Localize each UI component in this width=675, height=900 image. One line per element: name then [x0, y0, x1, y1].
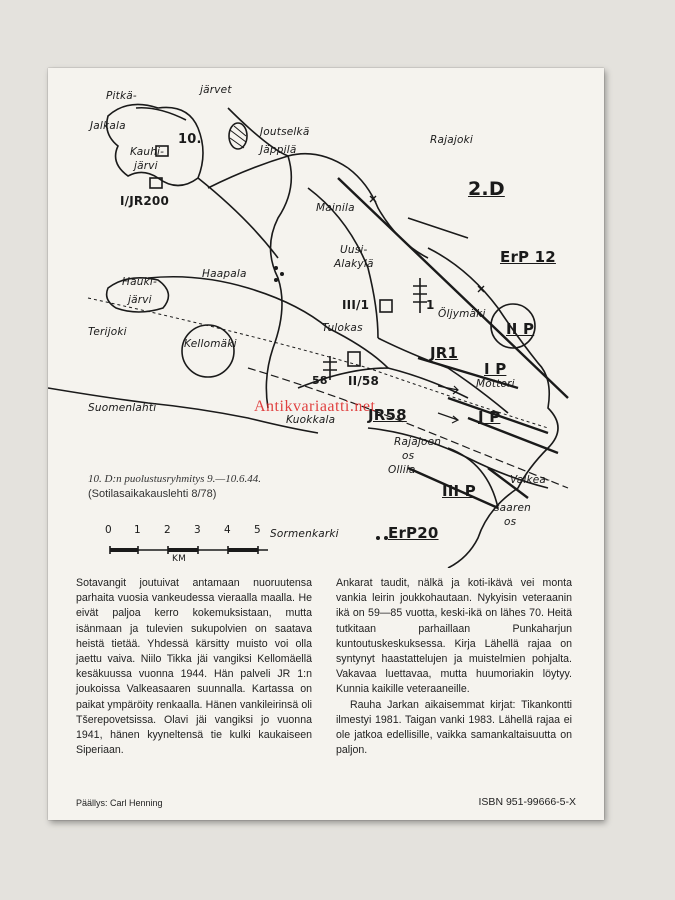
- scale-tick-4: 4: [224, 524, 231, 536]
- unit-iii-1: III/1: [342, 298, 370, 312]
- paragraph-right-1: Ankarat taudit, nälkä ja koti-ikävä vei monta vankia leirin joukkohautaan. Nykyisin veteraanin ikä on 59—85 vuotta, keski-ikä on lähes 70. Heitä tutkitaan parhaillaan Punkaharjun kuntoutuskeskuksessa. Kirja Lähellä rajaa on syntynyt haastattelujen ja muistelmien pohjalta. Vakavaa luettavaa, mutta huumoriakin löytyy. Kunnia kaikille veteraaneille.: [336, 577, 572, 696]
- cover-credit: Päällys: Carl Henning: [76, 798, 163, 808]
- scale-tick-1: 1: [134, 524, 141, 536]
- watermark: Antikvariaatti.net: [254, 398, 376, 415]
- label-uusi: Uusi-: [340, 244, 368, 256]
- caption-title: 10. D:n puolustusryhmitys 9.—10.6.44.: [88, 473, 261, 485]
- label-rajajoen-os: os: [402, 450, 415, 462]
- unit-erp20: ErP20: [388, 524, 439, 542]
- label-haukijarvi: Hauki-: [122, 276, 157, 288]
- unit-i-p-2: I P: [478, 408, 501, 426]
- unit-ii-58: II/58: [348, 374, 380, 388]
- label-kauhijarvi-2: järvi: [134, 160, 158, 172]
- unit-2d: 2.D: [468, 178, 505, 200]
- scale-tick-0: 0: [105, 524, 112, 536]
- label-alakyla: Alakylä: [334, 258, 374, 270]
- label-pitkajarvet-2: järvet: [200, 84, 232, 96]
- label-terijoki: Terijoki: [88, 326, 127, 338]
- label-mainila: Mainila: [316, 202, 355, 214]
- label-oljymaki: Öljymäki: [438, 308, 486, 320]
- scale-tick-5: 5: [254, 524, 261, 536]
- label-suomenlahti: Suomenlahti: [88, 402, 157, 414]
- map-scale: [105, 524, 278, 570]
- unit-10: 10.: [178, 132, 202, 147]
- paragraph-left: Sotavangit joutuivat antamaan nuoruutensa parhaita vuosia vankeudessa vieraalla maalla. He eivät paljoa kerro kokemuksistaan, mutta isänmaan ja tulevien sukupolvien on saatava heistä tietää. Yhdessä kärsitty muisto voi olla jaettu vaiva. Niilo Tikka jäi vangiksi Kellomäellä kesäkuussa vuonna 1944. Hän palveli JR 1:n joukoissa Valkeasaaren suunnalla. Kartassa on paikat ympäröity renkaalla. Hänen vankileirinsä oli Tšerepovetsissa. Olavi jäi vangiksi jo vuonna 1941, hänen kyyneltensä tie kulki kaukaiseen Siperiaan.: [76, 577, 312, 757]
- label-ollila: Ollila: [388, 464, 416, 476]
- unit-58: 58: [312, 374, 328, 387]
- label-jappila: Jäppilä: [260, 144, 297, 156]
- scale-tick-3: 3: [194, 524, 201, 536]
- unit-erp12: ErP 12: [500, 248, 556, 266]
- book-back-cover: [48, 68, 604, 820]
- label-haukijarvi-2: järvi: [128, 294, 152, 306]
- text-column-right: [336, 576, 572, 758]
- unit-ii-p: II P: [506, 320, 535, 338]
- label-joutselka: Joutselkä: [260, 126, 310, 138]
- label-kellomaki: Kellomäki: [184, 338, 237, 350]
- label-kuokkala: Kuokkala: [286, 414, 336, 426]
- label-pitkajarvet: Pitkä-: [106, 90, 137, 102]
- label-rajajoki: Rajajoki: [430, 134, 474, 146]
- unit-jr1: JR1: [430, 344, 459, 362]
- unit-1: 1: [426, 298, 435, 312]
- label-kauhijarvi: Kauhi-: [130, 146, 165, 158]
- map-caption: [88, 472, 328, 502]
- scale-bar: [108, 530, 278, 570]
- label-valkea: Valkea-: [510, 474, 551, 486]
- scale-tick-2: 2: [164, 524, 171, 536]
- label-jalkala: Jalkala: [90, 120, 126, 132]
- text-column-left: [76, 576, 312, 758]
- scale-unit: KM: [172, 554, 187, 564]
- isbn: ISBN 951-99666-5-X: [478, 796, 576, 808]
- label-rajajoen: Rajajoen: [394, 436, 442, 448]
- label-haapala: Haapala: [202, 268, 247, 280]
- unit-iii-p: III P: [442, 482, 476, 500]
- label-mottori: Mottori: [476, 378, 515, 390]
- label-valkea-saaren: saaren: [494, 502, 531, 514]
- unit-jr200: I/JR200: [120, 194, 170, 208]
- unit-jr58: JR58: [368, 406, 407, 424]
- label-sormenkarki: Sormenkarki: [270, 528, 339, 540]
- paragraph-right-2: Rauha Jarkan aikaisemmat kirjat: Tikankontti ilmestyi 1981. Taigan vanki 1983. Lähellä rajaa ei ole jatkoa edellisille, vaikka samankaltaisuutta on paljon.: [336, 698, 572, 757]
- label-valkea-os: os: [504, 516, 517, 528]
- caption-source: (Sotilasaikakauslehti 8/78): [88, 488, 217, 500]
- unit-i-p: I P: [484, 360, 507, 378]
- label-tulokas: Tulokas: [322, 322, 363, 334]
